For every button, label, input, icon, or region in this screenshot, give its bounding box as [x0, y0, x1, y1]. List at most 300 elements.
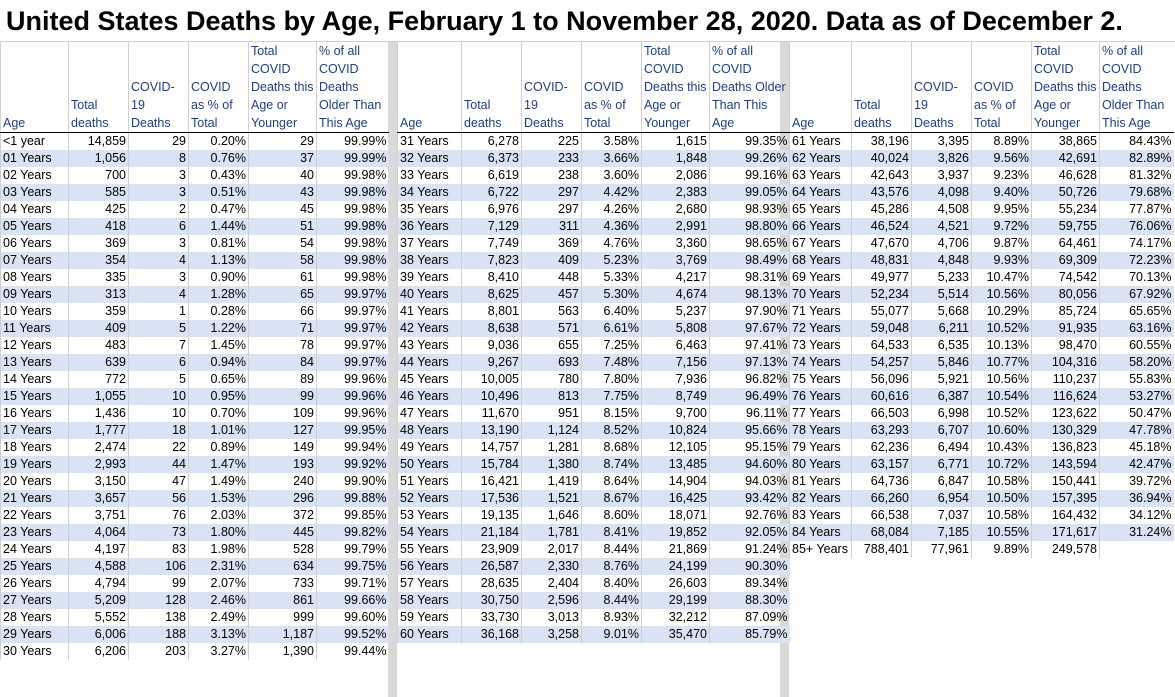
age-cell: <1 year: [1, 133, 69, 151]
cumulative-cell: 861: [249, 592, 317, 609]
pct-older-cell: 98.13%: [710, 286, 790, 303]
covid-deaths-cell: 18: [129, 422, 189, 439]
covid-deaths-cell: 7,037: [912, 507, 972, 524]
cumulative-cell: 2,680: [642, 201, 710, 218]
table-row: [398, 201, 790, 218]
pct-older-cell: 87.09%: [710, 609, 790, 626]
cumulative-cell: 5,237: [642, 303, 710, 320]
cumulative-cell: 372: [249, 507, 317, 524]
age-cell: 78 Years: [790, 422, 852, 439]
covid-pct-cell: 8.67%: [582, 490, 642, 507]
covid-pct-cell: 10.77%: [972, 354, 1032, 371]
cumulative-cell: 37: [249, 150, 317, 167]
cumulative-cell: 999: [249, 609, 317, 626]
cumulative-cell: 109: [249, 405, 317, 422]
cumulative-cell: 2,383: [642, 184, 710, 201]
pct-older-cell: 89.34%: [710, 575, 790, 592]
table-row: [1, 269, 389, 286]
covid-pct-cell: 8.41%: [582, 524, 642, 541]
covid-pct-cell: 1.80%: [189, 524, 249, 541]
total-deaths-cell: 2,474: [69, 439, 129, 456]
header-covid-deaths: COVID-19 Deaths: [129, 42, 189, 133]
age-cell: 74 Years: [790, 354, 852, 371]
total-deaths-cell: 21,184: [462, 524, 522, 541]
age-cell: 67 Years: [790, 235, 852, 252]
cumulative-cell: 733: [249, 575, 317, 592]
pct-older-cell: 99.05%: [710, 184, 790, 201]
covid-pct-cell: 0.28%: [189, 303, 249, 320]
covid-deaths-cell: 238: [522, 167, 582, 184]
age-cell: 13 Years: [1, 354, 69, 371]
age-cell: 42 Years: [398, 320, 462, 337]
cumulative-cell: 1,187: [249, 626, 317, 643]
table-row: [1, 439, 389, 456]
pct-older-cell: 97.67%: [710, 320, 790, 337]
age-cell: 40 Years: [398, 286, 462, 303]
covid-pct-cell: 4.76%: [582, 235, 642, 252]
cumulative-cell: 43: [249, 184, 317, 201]
table-row: [398, 184, 790, 201]
cumulative-cell: 29,199: [642, 592, 710, 609]
age-cell: 60 Years: [398, 626, 462, 643]
cumulative-cell: 84: [249, 354, 317, 371]
table-row: [398, 422, 790, 439]
table-row: [1, 609, 389, 626]
total-deaths-cell: 8,801: [462, 303, 522, 320]
cumulative-cell: 143,594: [1032, 456, 1100, 473]
cumulative-cell: 1,615: [642, 133, 710, 151]
pct-older-cell: 99.26%: [710, 150, 790, 167]
age-cell: 10 Years: [1, 303, 69, 320]
covid-deaths-cell: 128: [129, 592, 189, 609]
covid-deaths-cell: 6,954: [912, 490, 972, 507]
pct-older-cell: 94.03%: [710, 473, 790, 490]
table-row: [790, 337, 1174, 354]
pct-older-cell: 96.82%: [710, 371, 790, 388]
covid-deaths-cell: 4,521: [912, 218, 972, 235]
covid-deaths-cell: 1,380: [522, 456, 582, 473]
age-cell: 16 Years: [1, 405, 69, 422]
covid-deaths-cell: 2,330: [522, 558, 582, 575]
covid-deaths-cell: 22: [129, 439, 189, 456]
covid-pct-cell: 1.28%: [189, 286, 249, 303]
age-cell: 02 Years: [1, 167, 69, 184]
age-cell: 65 Years: [790, 201, 852, 218]
total-deaths-cell: 4,588: [69, 558, 129, 575]
table-row: [790, 150, 1174, 167]
table-row: [398, 541, 790, 558]
age-cell: 82 Years: [790, 490, 852, 507]
total-deaths-cell: 6,206: [69, 643, 129, 660]
age-cell: 45 Years: [398, 371, 462, 388]
cumulative-cell: 38,865: [1032, 133, 1100, 151]
total-deaths-cell: 68,084: [852, 524, 912, 541]
table-row: [1, 337, 389, 354]
age-cell: 18 Years: [1, 439, 69, 456]
table-block-3: [789, 42, 1174, 558]
covid-pct-cell: 9.01%: [582, 626, 642, 643]
pct-older-cell: 99.97%: [317, 286, 389, 303]
age-cell: 11 Years: [1, 320, 69, 337]
total-deaths-cell: 11,670: [462, 405, 522, 422]
age-cell: 57 Years: [398, 575, 462, 592]
age-cell: 70 Years: [790, 286, 852, 303]
cumulative-cell: 69,309: [1032, 252, 1100, 269]
age-cell: 33 Years: [398, 167, 462, 184]
header-pct-older: % of all COVID Deaths Older Than This Age: [710, 42, 790, 133]
table-row: [398, 320, 790, 337]
pct-older-cell: 99.75%: [317, 558, 389, 575]
table-row: [1, 388, 389, 405]
covid-deaths-cell: 6,535: [912, 337, 972, 354]
table-row: [398, 303, 790, 320]
age-cell: 04 Years: [1, 201, 69, 218]
table-row: [790, 490, 1174, 507]
covid-deaths-cell: 6,211: [912, 320, 972, 337]
table-row: [1, 371, 389, 388]
cumulative-cell: 5,808: [642, 320, 710, 337]
header-covid-deaths: COVID-19 Deaths: [522, 42, 582, 133]
covid-pct-cell: 10.52%: [972, 320, 1032, 337]
cumulative-cell: 32,212: [642, 609, 710, 626]
header-age: Age: [1, 42, 69, 133]
header-row: [398, 42, 790, 133]
total-deaths-cell: 1,055: [69, 388, 129, 405]
covid-pct-cell: 10.58%: [972, 473, 1032, 490]
total-deaths-cell: 6,976: [462, 201, 522, 218]
covid-pct-cell: 0.95%: [189, 388, 249, 405]
covid-pct-cell: 3.58%: [582, 133, 642, 151]
cumulative-cell: 74,542: [1032, 269, 1100, 286]
table-row: [398, 235, 790, 252]
covid-deaths-cell: 77,961: [912, 541, 972, 558]
pct-older-cell: 99.97%: [317, 303, 389, 320]
pct-older-cell: 99.44%: [317, 643, 389, 660]
table-row: [398, 286, 790, 303]
covid-pct-cell: 8.74%: [582, 456, 642, 473]
pct-older-cell: 76.06%: [1100, 218, 1174, 235]
covid-pct-cell: 5.23%: [582, 252, 642, 269]
age-cell: 83 Years: [790, 507, 852, 524]
table-row: [1, 541, 389, 558]
covid-deaths-cell: 563: [522, 303, 582, 320]
covid-deaths-cell: 3: [129, 235, 189, 252]
age-cell: 58 Years: [398, 592, 462, 609]
cumulative-cell: 80,056: [1032, 286, 1100, 303]
table-row: [1, 252, 389, 269]
pct-older-cell: 99.98%: [317, 167, 389, 184]
pct-older-cell: 99.71%: [317, 575, 389, 592]
covid-deaths-cell: 10: [129, 388, 189, 405]
cumulative-cell: 8,749: [642, 388, 710, 405]
covid-pct-cell: 1.53%: [189, 490, 249, 507]
pct-older-cell: 95.15%: [710, 439, 790, 456]
total-deaths-cell: 6,278: [462, 133, 522, 151]
table-row: [1, 184, 389, 201]
table-row: [398, 558, 790, 575]
covid-deaths-cell: 1,646: [522, 507, 582, 524]
age-cell: 46 Years: [398, 388, 462, 405]
covid-deaths-cell: 29: [129, 133, 189, 151]
cumulative-cell: 104,316: [1032, 354, 1100, 371]
table-row: [398, 626, 790, 643]
pct-older-cell: 99.92%: [317, 456, 389, 473]
total-deaths-cell: 14,757: [462, 439, 522, 456]
header-pct-older: % of all COVID Deaths Older Than This Age: [317, 42, 389, 133]
covid-pct-cell: 1.01%: [189, 422, 249, 439]
pct-older-cell: 99.99%: [317, 150, 389, 167]
covid-deaths-cell: 297: [522, 201, 582, 218]
cumulative-cell: 40: [249, 167, 317, 184]
age-cell: 43 Years: [398, 337, 462, 354]
covid-deaths-cell: 693: [522, 354, 582, 371]
table-row: [1, 507, 389, 524]
header-row: [790, 42, 1174, 133]
header-total-deaths: Total deaths: [69, 42, 129, 133]
covid-pct-cell: 10.47%: [972, 269, 1032, 286]
pct-older-cell: 85.79%: [710, 626, 790, 643]
table-row: [398, 575, 790, 592]
age-cell: 73 Years: [790, 337, 852, 354]
table-row: [790, 218, 1174, 235]
age-cell: 36 Years: [398, 218, 462, 235]
total-deaths-cell: 8,410: [462, 269, 522, 286]
covid-deaths-cell: 3: [129, 269, 189, 286]
pct-older-cell: 99.82%: [317, 524, 389, 541]
pct-older-cell: 99.99%: [317, 133, 389, 151]
covid-deaths-cell: 780: [522, 371, 582, 388]
pct-older-cell: 67.92%: [1100, 286, 1174, 303]
covid-deaths-cell: 44: [129, 456, 189, 473]
age-cell: 63 Years: [790, 167, 852, 184]
total-deaths-cell: 26,587: [462, 558, 522, 575]
total-deaths-cell: 7,129: [462, 218, 522, 235]
age-cell: 09 Years: [1, 286, 69, 303]
cumulative-cell: 110,237: [1032, 371, 1100, 388]
pct-older-cell: 65.65%: [1100, 303, 1174, 320]
covid-pct-cell: 10.54%: [972, 388, 1032, 405]
table-row: [1, 524, 389, 541]
age-cell: 75 Years: [790, 371, 852, 388]
age-cell: 37 Years: [398, 235, 462, 252]
pct-older-cell: 79.68%: [1100, 184, 1174, 201]
covid-pct-cell: 10.50%: [972, 490, 1032, 507]
table-row: [398, 252, 790, 269]
table-row: [790, 303, 1174, 320]
table-row: [790, 473, 1174, 490]
table-row: [1, 490, 389, 507]
covid-pct-cell: 1.49%: [189, 473, 249, 490]
cumulative-cell: 61: [249, 269, 317, 286]
cumulative-cell: 50,726: [1032, 184, 1100, 201]
table-row: [398, 592, 790, 609]
covid-deaths-cell: 4,848: [912, 252, 972, 269]
cumulative-cell: 54: [249, 235, 317, 252]
covid-pct-cell: 8.40%: [582, 575, 642, 592]
total-deaths-cell: 6,619: [462, 167, 522, 184]
covid-deaths-cell: 1,419: [522, 473, 582, 490]
total-deaths-cell: 7,749: [462, 235, 522, 252]
total-deaths-cell: 49,977: [852, 269, 912, 286]
cumulative-cell: 85,724: [1032, 303, 1100, 320]
covid-deaths-cell: 1,781: [522, 524, 582, 541]
age-cell: 72 Years: [790, 320, 852, 337]
table-row: [1, 133, 389, 151]
table-row: [790, 524, 1174, 541]
covid-pct-cell: 8.44%: [582, 592, 642, 609]
cumulative-cell: 1,390: [249, 643, 317, 660]
covid-pct-cell: 7.75%: [582, 388, 642, 405]
covid-deaths-cell: 5,514: [912, 286, 972, 303]
table-row: [398, 337, 790, 354]
table-row: [790, 167, 1174, 184]
table-row: [790, 133, 1174, 151]
pct-older-cell: 55.83%: [1100, 371, 1174, 388]
table-row: [1, 626, 389, 643]
covid-pct-cell: 8.64%: [582, 473, 642, 490]
covid-pct-cell: 9.87%: [972, 235, 1032, 252]
age-cell: 51 Years: [398, 473, 462, 490]
age-cell: 30 Years: [1, 643, 69, 660]
total-deaths-cell: 43,576: [852, 184, 912, 201]
pct-older-cell: 31.24%: [1100, 524, 1174, 541]
covid-deaths-cell: 4,706: [912, 235, 972, 252]
pct-older-cell: 58.20%: [1100, 354, 1174, 371]
total-deaths-cell: 1,056: [69, 150, 129, 167]
covid-deaths-cell: 4,508: [912, 201, 972, 218]
cumulative-cell: 18,071: [642, 507, 710, 524]
table-row: [1, 354, 389, 371]
age-cell: 48 Years: [398, 422, 462, 439]
table-row: [398, 269, 790, 286]
covid-deaths-cell: 813: [522, 388, 582, 405]
covid-deaths-cell: 457: [522, 286, 582, 303]
age-cell: 76 Years: [790, 388, 852, 405]
table-row: [790, 354, 1174, 371]
pct-older-cell: 99.98%: [317, 201, 389, 218]
covid-deaths-cell: 99: [129, 575, 189, 592]
total-deaths-cell: 9,267: [462, 354, 522, 371]
cumulative-cell: 7,936: [642, 371, 710, 388]
covid-pct-cell: 10.13%: [972, 337, 1032, 354]
total-deaths-cell: 66,260: [852, 490, 912, 507]
covid-deaths-cell: 2: [129, 201, 189, 218]
total-deaths-cell: 38,196: [852, 133, 912, 151]
cumulative-cell: 51: [249, 218, 317, 235]
covid-pct-cell: 10.72%: [972, 456, 1032, 473]
cumulative-cell: 130,329: [1032, 422, 1100, 439]
total-deaths-cell: 19,135: [462, 507, 522, 524]
covid-deaths-cell: 6: [129, 218, 189, 235]
covid-pct-cell: 7.25%: [582, 337, 642, 354]
pct-older-cell: 99.79%: [317, 541, 389, 558]
covid-pct-cell: 3.60%: [582, 167, 642, 184]
cumulative-cell: 71: [249, 320, 317, 337]
table-row: [398, 218, 790, 235]
covid-pct-cell: 1.98%: [189, 541, 249, 558]
total-deaths-cell: 45,286: [852, 201, 912, 218]
table-row: [1, 218, 389, 235]
header-age: Age: [398, 42, 462, 133]
total-deaths-cell: 2,993: [69, 456, 129, 473]
total-deaths-cell: 63,157: [852, 456, 912, 473]
pct-older-cell: 99.95%: [317, 422, 389, 439]
age-cell: 12 Years: [1, 337, 69, 354]
total-deaths-cell: 36,168: [462, 626, 522, 643]
total-deaths-cell: 6,722: [462, 184, 522, 201]
age-cell: 66 Years: [790, 218, 852, 235]
covid-deaths-cell: 83: [129, 541, 189, 558]
table-row: [398, 371, 790, 388]
covid-pct-cell: 7.80%: [582, 371, 642, 388]
cumulative-cell: 91,935: [1032, 320, 1100, 337]
covid-deaths-cell: 1,124: [522, 422, 582, 439]
cumulative-cell: 59,755: [1032, 218, 1100, 235]
cumulative-cell: 150,441: [1032, 473, 1100, 490]
header-covid-pct: COVID as % of Total: [972, 42, 1032, 133]
covid-deaths-cell: 3,937: [912, 167, 972, 184]
total-deaths-cell: 639: [69, 354, 129, 371]
cumulative-cell: 42,691: [1032, 150, 1100, 167]
age-cell: 35 Years: [398, 201, 462, 218]
age-cell: 26 Years: [1, 575, 69, 592]
age-cell: 06 Years: [1, 235, 69, 252]
total-deaths-cell: 359: [69, 303, 129, 320]
covid-deaths-cell: 73: [129, 524, 189, 541]
covid-deaths-cell: 5,921: [912, 371, 972, 388]
age-cell: 52 Years: [398, 490, 462, 507]
covid-deaths-cell: 4,098: [912, 184, 972, 201]
covid-deaths-cell: 311: [522, 218, 582, 235]
table-row: [790, 184, 1174, 201]
table-row: [790, 439, 1174, 456]
covid-deaths-cell: 225: [522, 133, 582, 151]
cumulative-cell: 116,624: [1032, 388, 1100, 405]
total-deaths-cell: 54,257: [852, 354, 912, 371]
age-cell: 44 Years: [398, 354, 462, 371]
cumulative-cell: 29: [249, 133, 317, 151]
pct-older-cell: 99.66%: [317, 592, 389, 609]
covid-pct-cell: 3.27%: [189, 643, 249, 660]
total-deaths-cell: 16,421: [462, 473, 522, 490]
cumulative-cell: 4,217: [642, 269, 710, 286]
header-covid-pct: COVID as % of Total: [582, 42, 642, 133]
table-row: [790, 405, 1174, 422]
covid-deaths-cell: 3,395: [912, 133, 972, 151]
covid-pct-cell: 8.60%: [582, 507, 642, 524]
cumulative-cell: 164,432: [1032, 507, 1100, 524]
covid-deaths-cell: 6,707: [912, 422, 972, 439]
cumulative-cell: 35,470: [642, 626, 710, 643]
covid-pct-cell: 0.81%: [189, 235, 249, 252]
table-row: [1, 201, 389, 218]
covid-deaths-cell: 297: [522, 184, 582, 201]
pct-older-cell: 63.16%: [1100, 320, 1174, 337]
age-cell: 03 Years: [1, 184, 69, 201]
pct-older-cell: [1100, 541, 1174, 558]
covid-deaths-cell: 2,017: [522, 541, 582, 558]
table-row: [398, 167, 790, 184]
age-cell: 80 Years: [790, 456, 852, 473]
age-cell: 20 Years: [1, 473, 69, 490]
cumulative-cell: 24,199: [642, 558, 710, 575]
total-deaths-cell: 9,036: [462, 337, 522, 354]
pct-older-cell: 99.96%: [317, 371, 389, 388]
pct-older-cell: 50.47%: [1100, 405, 1174, 422]
table-row: [398, 388, 790, 405]
age-cell: 68 Years: [790, 252, 852, 269]
cumulative-cell: 16,425: [642, 490, 710, 507]
